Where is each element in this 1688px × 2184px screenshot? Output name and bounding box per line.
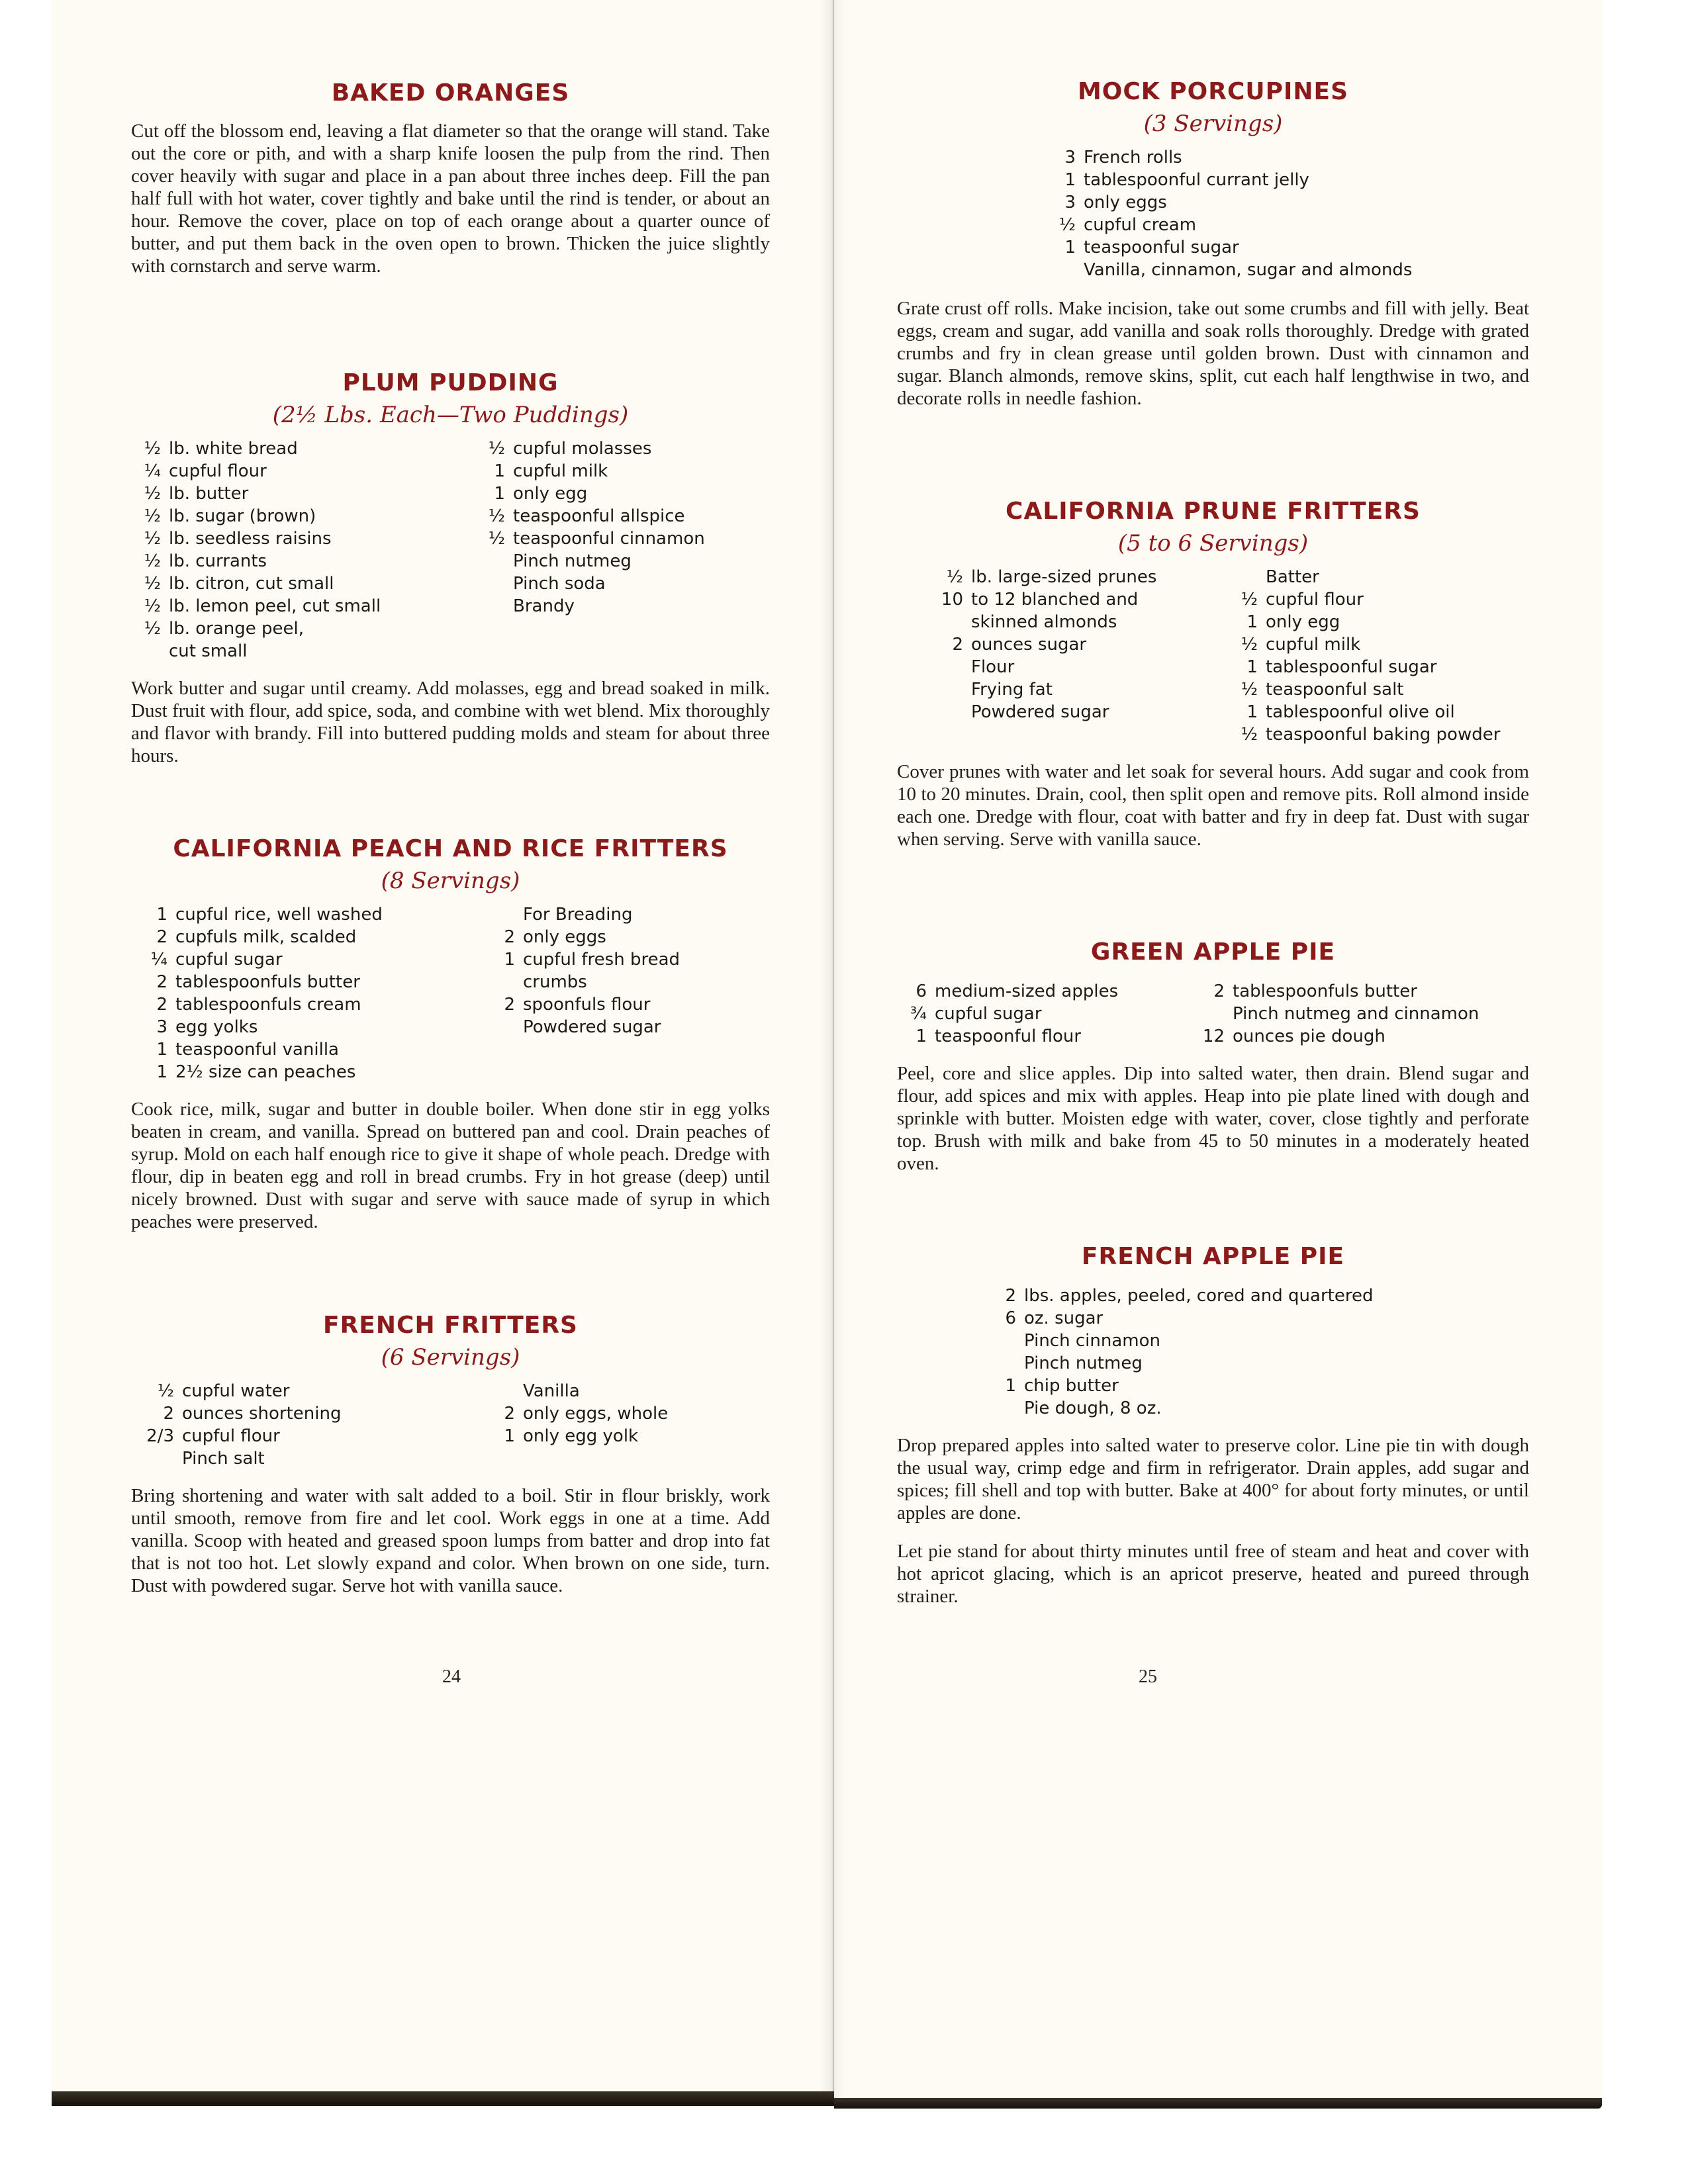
recipe-title: CALIFORNIA PEACH AND RICE FRITTERS xyxy=(173,835,728,862)
ingredient-quantity: 1 xyxy=(504,1426,515,1446)
ingredient-quantity xyxy=(1228,566,1266,588)
recipe-title: PLUM PUDDING xyxy=(342,369,559,396)
ingredient-quantity: 2/3 xyxy=(146,1426,174,1446)
recipe-yield: (6 Servings) xyxy=(381,1344,520,1371)
ingredient-text: tablespoonfuls butter xyxy=(1233,981,1417,1001)
ingredient-quantity: 3 xyxy=(1064,148,1076,167)
recipe-title: MOCK PORCUPINES xyxy=(1077,78,1349,105)
ingredient-quantity xyxy=(1053,259,1084,281)
ingredient-line xyxy=(927,566,1228,588)
ingredient-text: cupful flour xyxy=(182,1426,280,1446)
ingredient-line xyxy=(904,980,1195,1003)
ingredient-quantity: ½ xyxy=(946,567,963,587)
ingredient-column xyxy=(993,1285,1373,1420)
ingredient-text: crumbs xyxy=(523,972,587,992)
ingredient-text: lb. citron, cut small xyxy=(169,574,334,594)
recipe-yield: (5 to 6 Servings) xyxy=(1117,530,1309,557)
ingredient-text: cupful rice, well washed xyxy=(175,905,383,925)
ingredient-line xyxy=(904,1003,1195,1025)
ingredient-text: spoonfuls flour xyxy=(523,995,651,1015)
ingredient-text: lbs. apples, peeled, cored and quartered xyxy=(1024,1286,1374,1306)
ingredient-text: cupful sugar xyxy=(935,1004,1042,1024)
ingredient-text: Vanilla xyxy=(523,1381,580,1401)
ingredient-line xyxy=(927,701,1228,723)
ingredient-quantity: 3 xyxy=(1064,193,1076,212)
ingredient-line xyxy=(1053,214,1412,236)
ingredient-line xyxy=(489,1380,668,1402)
ingredient-line xyxy=(131,617,475,640)
ingredient-line xyxy=(475,595,705,617)
ingredient-list xyxy=(897,1285,1529,1420)
ingredient-column-left xyxy=(131,903,489,1083)
ingredient-line xyxy=(475,550,705,572)
ingredient-list xyxy=(131,1380,770,1470)
ingredient-line xyxy=(1228,611,1500,633)
ingredient-column-left xyxy=(131,437,475,662)
ingredient-quantity: ½ xyxy=(1241,635,1258,655)
ingredient-text: Pinch soda xyxy=(513,574,606,594)
ingredient-text: teaspoonful vanilla xyxy=(175,1040,339,1060)
page-number: 24 xyxy=(442,1666,461,1687)
ingredient-quantity: ½ xyxy=(144,439,161,459)
ingredient-text: cupful milk xyxy=(1266,635,1361,655)
ingredient-quantity: 2 xyxy=(1005,1286,1016,1306)
recipe-instructions: Cover prunes with water and let soak for several hours. Add sugar and cook from 10 to 20 minutes. Drain, cool, then split open and remove pits. Roll almond inside each one. Dredge with flour, coat with batter and fry in deep fat. Dust with sugar when serving. Serve with vanilla sauce. xyxy=(897,761,1529,850)
recipe-instructions: Peel, core and slice apples. Dip into salted water, then drain. Blend sugar and flour, add spices and mix with apples. Heap into pie plate lined with dough and sprinkle with butter. Moisten edge with water, cover, close tightly and perforate top. Brush with milk and bake from 45 to 50 minutes in a moderately heated oven. xyxy=(897,1063,1529,1174)
ingredient-quantity: 1 xyxy=(156,1040,167,1060)
ingredient-line xyxy=(475,572,705,595)
ingredient-line xyxy=(131,1380,489,1402)
ingredient-line xyxy=(131,550,475,572)
ingredient-quantity: 1 xyxy=(1064,238,1076,257)
ingredient-text: cupful sugar xyxy=(175,950,283,970)
ingredient-text: lb. lemon peel, cut small xyxy=(169,596,381,616)
ingredient-text: Pinch nutmeg and cinnamon xyxy=(1233,1004,1479,1024)
ingredient-quantity: 1 xyxy=(156,905,167,925)
ingredient-list xyxy=(897,566,1529,746)
page-number: 25 xyxy=(1139,1666,1157,1687)
ingredient-text: French rolls xyxy=(1084,148,1182,167)
ingredient-line xyxy=(489,1425,668,1447)
ingredient-line xyxy=(475,527,705,550)
ingredient-text: to 12 blanched and xyxy=(971,590,1139,610)
ingredient-line xyxy=(131,1038,489,1061)
ingredient-column-right xyxy=(489,903,680,1083)
ingredient-column-right xyxy=(489,1380,668,1470)
ingredient-quantity xyxy=(475,595,513,617)
ingredient-line xyxy=(1053,259,1412,281)
ingredient-quantity: 1 xyxy=(156,1062,167,1082)
recipe-baked-oranges xyxy=(131,79,770,277)
recipe-french-apple-pie xyxy=(897,1243,1529,1608)
ingredient-text: tablespoonful sugar xyxy=(1266,657,1437,677)
ingredient-quantity: 2 xyxy=(1213,981,1225,1001)
ingredient-quantity: ½ xyxy=(144,596,161,616)
ingredient-text: teaspoonful allspice xyxy=(513,506,685,526)
ingredient-text: only egg xyxy=(513,484,588,504)
ingredient-quantity: 1 xyxy=(1005,1376,1016,1396)
ingredient-quantity: 1 xyxy=(494,484,505,504)
ingredient-quantity xyxy=(489,1380,523,1402)
ingredient-text: egg yolks xyxy=(175,1017,258,1037)
ingredient-quantity: ¼ xyxy=(150,950,167,970)
ingredient-text: Pinch salt xyxy=(182,1449,265,1469)
ingredient-line xyxy=(475,505,705,527)
ingredient-quantity xyxy=(489,971,523,993)
ingredient-line xyxy=(131,527,475,550)
ingredient-line xyxy=(993,1375,1373,1397)
ingredient-list xyxy=(131,437,770,662)
ingredient-quantity xyxy=(927,656,971,678)
ingredient-text: lb. white bread xyxy=(169,439,298,459)
ingredient-quantity: 3 xyxy=(156,1017,167,1037)
ingredient-line xyxy=(1195,1025,1479,1048)
ingredient-text: teaspoonful salt xyxy=(1266,680,1404,700)
ingredient-line xyxy=(1228,656,1500,678)
ingredient-list xyxy=(897,980,1529,1048)
ingredient-text: cupful fresh bread xyxy=(523,950,680,970)
ingredient-quantity: 12 xyxy=(1202,1026,1225,1046)
ingredient-text: lb. butter xyxy=(169,484,249,504)
ingredient-line xyxy=(131,1061,489,1083)
ingredient-column-left xyxy=(904,980,1195,1048)
ingredient-line xyxy=(475,482,705,505)
ingredient-text: tablespoonful olive oil xyxy=(1266,702,1455,722)
ingredient-quantity: 2 xyxy=(156,972,167,992)
ingredient-text: teaspoonful cinnamon xyxy=(513,529,705,549)
ingredient-line xyxy=(1228,701,1500,723)
recipe-plum-pudding xyxy=(131,369,770,767)
ingredient-line xyxy=(993,1330,1373,1352)
ingredient-quantity: 2 xyxy=(952,635,963,655)
ingredient-text: only eggs xyxy=(523,927,606,947)
recipe-prune-fritters xyxy=(897,498,1529,850)
ingredient-line xyxy=(131,482,475,505)
recipe-note: Let pie stand for about thirty minutes until free of steam and heat and cover with hot apricot glacing, which is an apricot preserve, heated and pureed through strainer. xyxy=(897,1541,1529,1607)
ingredient-text: lb. currants xyxy=(169,551,267,571)
recipe-title: FRENCH APPLE PIE xyxy=(1081,1243,1345,1270)
ingredient-text: oz. sugar xyxy=(1024,1308,1103,1328)
ingredient-text: Brandy xyxy=(513,596,575,616)
ingredient-line xyxy=(993,1397,1373,1420)
ingredient-quantity: 2 xyxy=(504,927,515,947)
ingredient-text: ounces pie dough xyxy=(1233,1026,1385,1046)
recipe-instructions: Cut off the blossom end, leaving a flat diameter so that the orange will stand. Take out the core or pith, and with a sharp knife loosen the pulp from the rind. Then cover heavily with sugar and place in a pan about three inches deep. Fill the pan half full with hot water, cover tightly and bake until the rind is tender, or about an hour. Remove the cover, place on top of each orange about a quarter ounce of butter, and put them back in the oven open to brown. Thicken the juice slightly with cornstarch and serve warm. xyxy=(131,120,770,277)
ingredient-line xyxy=(131,948,489,971)
ingredient-line xyxy=(927,678,1228,701)
ingredient-text: cut small xyxy=(169,641,248,661)
ingredient-line xyxy=(1228,566,1500,588)
ingredient-quantity: ½ xyxy=(157,1381,174,1401)
ingredient-line xyxy=(1053,146,1412,169)
ingredient-text: only egg xyxy=(1266,612,1340,632)
ingredient-text: lb. large-sized prunes xyxy=(971,567,1157,587)
ingredient-quantity: ½ xyxy=(144,506,161,526)
ingredient-quantity: ½ xyxy=(144,551,161,571)
ingredient-text: cupfuls milk, scalded xyxy=(175,927,357,947)
ingredient-quantity xyxy=(927,701,971,723)
ingredient-text: lb. orange peel, xyxy=(169,619,305,639)
recipe-title: FRENCH FRITTERS xyxy=(322,1312,578,1339)
ingredient-quantity xyxy=(927,678,971,701)
ingredient-text: cupful water xyxy=(182,1381,290,1401)
ingredient-text: cupful flour xyxy=(1266,590,1364,610)
ingredient-column xyxy=(1053,146,1412,281)
booklet-spread xyxy=(52,0,1601,2184)
ingredient-quantity: ½ xyxy=(1241,680,1258,700)
ingredient-text: teaspoonful flour xyxy=(935,1026,1082,1046)
ingredient-line xyxy=(489,948,680,971)
ingredient-line xyxy=(904,1025,1195,1048)
ingredient-quantity xyxy=(489,1016,523,1038)
ingredient-quantity: ½ xyxy=(144,484,161,504)
recipe-title: CALIFORNIA PRUNE FRITTERS xyxy=(1006,498,1421,525)
ingredient-quantity xyxy=(131,1447,182,1470)
ingredient-line xyxy=(489,971,680,993)
ingredient-quantity: ½ xyxy=(144,574,161,594)
recipe-title: BAKED ORANGES xyxy=(331,79,570,107)
ingredient-text: For Breading xyxy=(523,905,633,925)
ingredient-text: chip butter xyxy=(1024,1376,1119,1396)
ingredient-quantity xyxy=(993,1352,1024,1375)
ingredient-quantity: 1 xyxy=(494,461,505,481)
ingredient-text: cupful cream xyxy=(1084,215,1197,235)
ingredient-quantity: ¼ xyxy=(144,461,161,481)
ingredient-quantity xyxy=(993,1330,1024,1352)
ingredient-text: cupful molasses xyxy=(513,439,652,459)
ingredient-quantity: 6 xyxy=(1005,1308,1016,1328)
ingredient-quantity: 10 xyxy=(941,590,963,610)
ingredient-text: only eggs, whole xyxy=(523,1404,669,1424)
right-page xyxy=(834,0,1602,2105)
ingredient-quantity: ½ xyxy=(144,619,161,639)
recipe-title: GREEN APPLE PIE xyxy=(1090,938,1336,966)
ingredient-text: Frying fat xyxy=(971,680,1053,700)
ingredient-text: Pinch nutmeg xyxy=(1024,1353,1143,1373)
ingredient-line xyxy=(993,1352,1373,1375)
ingredient-line xyxy=(489,1402,668,1425)
ingredient-quantity: ¾ xyxy=(910,1004,927,1024)
ingredient-column-right xyxy=(475,437,705,662)
ingredient-text: lb. seedless raisins xyxy=(169,529,332,549)
left-page xyxy=(52,0,834,2105)
ingredient-line xyxy=(131,1447,489,1470)
ingredient-line xyxy=(131,1425,489,1447)
ingredient-column-right xyxy=(1228,566,1500,746)
ingredient-line xyxy=(927,633,1228,656)
ingredient-quantity xyxy=(475,572,513,595)
recipe-yield: (3 Servings) xyxy=(1143,111,1283,137)
ingredient-line xyxy=(489,1016,680,1038)
ingredient-text: Pinch nutmeg xyxy=(513,551,632,571)
ingredient-quantity: ½ xyxy=(1058,215,1076,235)
ingredient-line xyxy=(993,1307,1373,1330)
ingredient-quantity: 2 xyxy=(156,927,167,947)
ingredient-quantity: 1 xyxy=(504,950,515,970)
ingredient-text: tablespoonful currant jelly xyxy=(1084,170,1309,190)
recipe-instructions: Grate crust off rolls. Make incision, take out some crumbs and fill with jelly. Beat eggs, cream and sugar, add vanilla and soak rolls thoroughly. Dredge with grated crumbs and fry in clean grease until golden brown. Dust with cinnamon and sugar. Blanch almonds, remove skins, split, cut each half lengthwise in two, and decorate rolls in needle fashion. xyxy=(897,298,1529,409)
ingredient-text: Pinch cinnamon xyxy=(1024,1331,1160,1351)
recipe-instructions: Drop prepared apples into salted water to preserve color. Line pie tin with dough the usual way, crimp edge and firm in refrigerator. Drain apples, add sugar and spices; fill shell and top with butter. Bake at 400° for about forty minutes, or until apples are done. xyxy=(897,1435,1529,1524)
ingredient-quantity: 6 xyxy=(915,981,927,1001)
ingredient-line xyxy=(1228,723,1500,746)
ingredient-line xyxy=(131,505,475,527)
ingredient-quantity: 2 xyxy=(504,995,515,1015)
ingredient-line xyxy=(1228,678,1500,701)
ingredient-text: Batter xyxy=(1266,567,1319,587)
ingredient-text: Flour xyxy=(971,657,1015,677)
ingredient-text: lb. sugar (brown) xyxy=(169,506,316,526)
page-edge-right xyxy=(834,2098,1602,2109)
ingredient-line xyxy=(131,903,489,926)
ingredient-line xyxy=(489,903,680,926)
ingredient-list xyxy=(897,146,1529,281)
recipe-instructions: Bring shortening and water with salt added to a boil. Stir in flour briskly, work until smooth, remove from fire and let cool. Work eggs in one at a time. Add vanilla. Scoop with heated and greased spoon lumps from batter and drop into fat that is not too hot. Let slowly expand and color. When brown on one side, turn. Dust with powdered sugar. Serve hot with vanilla sauce. xyxy=(131,1485,770,1596)
ingredient-quantity xyxy=(475,550,513,572)
ingredient-line xyxy=(475,437,705,460)
recipe-french-fritters xyxy=(131,1312,770,1597)
ingredient-line xyxy=(131,971,489,993)
ingredient-text: Powdered sugar xyxy=(523,1017,661,1037)
ingredient-line xyxy=(131,1016,489,1038)
ingredient-text: teaspoonful baking powder xyxy=(1266,725,1501,745)
ingredient-line xyxy=(927,611,1228,633)
ingredient-line xyxy=(131,926,489,948)
ingredient-line xyxy=(489,926,680,948)
ingredient-quantity: 2 xyxy=(163,1404,174,1424)
ingredient-line xyxy=(1053,191,1412,214)
ingredient-column-left xyxy=(131,1380,489,1470)
page-edge-left xyxy=(52,2091,834,2106)
ingredient-text: cupful milk xyxy=(513,461,608,481)
ingredient-quantity: 2 xyxy=(504,1404,515,1424)
ingredient-line xyxy=(131,993,489,1016)
ingredient-line xyxy=(131,437,475,460)
ingredient-text: Pie dough, 8 oz. xyxy=(1024,1398,1162,1418)
ingredient-line xyxy=(131,460,475,482)
ingredient-line xyxy=(489,993,680,1016)
ingredient-line xyxy=(131,640,475,662)
ingredient-text: ounces shortening xyxy=(182,1404,342,1424)
ingredient-text: only eggs xyxy=(1084,193,1167,212)
ingredient-quantity: ½ xyxy=(1241,590,1258,610)
ingredient-quantity: ½ xyxy=(1241,725,1258,745)
ingredient-quantity: 1 xyxy=(1246,657,1258,677)
ingredient-quantity: 1 xyxy=(1246,612,1258,632)
ingredient-text: 2½ size can peaches xyxy=(175,1062,356,1082)
binding-fold xyxy=(820,0,846,2105)
ingredient-line xyxy=(1195,1003,1479,1025)
recipe-instructions: Cook rice, milk, sugar and butter in double boiler. When done stir in egg yolks beaten in cream, and vanilla. Spread on buttered pan and cool. Drain peaches of syrup. Mold on each half enough rice to give it shape of whole peach. Dredge with flour, dip in beaten egg and roll in bread crumbs. Fry in hot grease (deep) until nicely browned. Dust with sugar and serve with sauce made of syrup in which peaches were preserved. xyxy=(131,1099,770,1232)
ingredient-line xyxy=(131,572,475,595)
ingredient-quantity: 1 xyxy=(1064,170,1076,190)
recipe-yield: (8 Servings) xyxy=(381,868,520,894)
ingredient-quantity xyxy=(993,1397,1024,1420)
ingredient-line xyxy=(475,460,705,482)
ingredient-text: cupful flour xyxy=(169,461,267,481)
ingredient-text: ounces sugar xyxy=(971,635,1087,655)
ingredient-text: teaspoonful sugar xyxy=(1084,238,1239,257)
recipe-yield: (2½ Lbs. Each—Two Puddings) xyxy=(272,402,629,428)
ingredient-column-left xyxy=(927,566,1228,746)
ingredient-quantity xyxy=(131,640,169,662)
recipe-peach-rice-fritters xyxy=(131,835,770,1233)
ingredient-line xyxy=(1053,236,1412,259)
ingredient-text: skinned almonds xyxy=(971,612,1117,632)
ingredient-quantity: ½ xyxy=(488,529,505,549)
recipe-green-apple-pie xyxy=(897,938,1529,1175)
ingredient-text: tablespoonfuls cream xyxy=(175,995,361,1015)
ingredient-text: Powdered sugar xyxy=(971,702,1109,722)
ingredient-line xyxy=(927,588,1228,611)
ingredient-quantity: 1 xyxy=(1246,702,1258,722)
ingredient-quantity: 2 xyxy=(156,995,167,1015)
ingredient-line xyxy=(1228,588,1500,611)
recipe-mock-porcupines xyxy=(897,78,1529,410)
ingredient-line xyxy=(993,1285,1373,1307)
ingredient-line xyxy=(1228,633,1500,656)
ingredient-text: medium-sized apples xyxy=(935,981,1119,1001)
ingredient-list xyxy=(131,903,770,1083)
ingredient-quantity xyxy=(927,611,971,633)
ingredient-quantity: ½ xyxy=(488,439,505,459)
ingredient-quantity: ½ xyxy=(144,529,161,549)
ingredient-line xyxy=(1053,169,1412,191)
ingredient-text: Vanilla, cinnamon, sugar and almonds xyxy=(1084,260,1413,280)
ingredient-text: tablespoonfuls butter xyxy=(175,972,360,992)
ingredient-line xyxy=(131,1402,489,1425)
ingredient-column-right xyxy=(1195,980,1479,1048)
ingredient-quantity xyxy=(1195,1003,1233,1025)
recipe-instructions: Work butter and sugar until creamy. Add molasses, egg and bread soaked in milk. Dust fruit with flour, add spice, soda, and combine with wet blend. Mix thoroughly and flavor with brandy. Fill into buttered pudding molds and steam for about three hours. xyxy=(131,678,770,766)
ingredient-quantity xyxy=(489,903,523,926)
ingredient-line xyxy=(131,595,475,617)
ingredient-line xyxy=(1195,980,1479,1003)
ingredient-text: only egg yolk xyxy=(523,1426,639,1446)
ingredient-quantity: 1 xyxy=(915,1026,927,1046)
ingredient-quantity: ½ xyxy=(488,506,505,526)
ingredient-line xyxy=(927,656,1228,678)
